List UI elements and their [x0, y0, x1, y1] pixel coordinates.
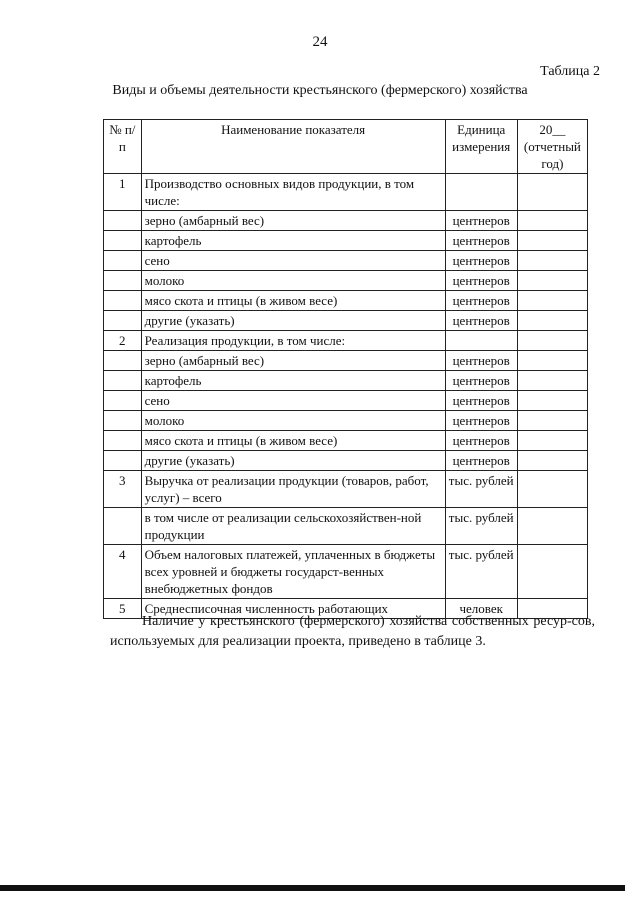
table-row	[104, 411, 588, 431]
table-row	[104, 291, 588, 311]
row-num: 2	[104, 331, 142, 351]
table-row	[104, 391, 588, 411]
row-num	[104, 351, 142, 371]
table-row	[104, 311, 588, 331]
body-paragraph	[110, 612, 595, 652]
row-value	[517, 431, 587, 451]
body-paragraph-text: Наличие у крестьянского (фермерского) хозяйства собственных ресур-сов, используемых для реализации проекта, приведено в таблице 3.	[110, 614, 595, 649]
row-num	[104, 251, 142, 271]
table-row	[104, 371, 588, 391]
row-value	[517, 251, 587, 271]
row-name: другие (указать)	[141, 451, 445, 471]
row-value	[517, 371, 587, 391]
table-row	[104, 231, 588, 251]
table-row	[104, 545, 588, 599]
table-row	[104, 271, 588, 291]
header-num: № п/п	[104, 120, 142, 174]
row-num	[104, 451, 142, 471]
row-value	[517, 311, 587, 331]
header-value: 20__ (отчетный год)	[517, 120, 587, 174]
row-name: сено	[141, 391, 445, 411]
table-row	[104, 351, 588, 371]
row-value	[517, 391, 587, 411]
row-name: картофель	[141, 371, 445, 391]
row-name: мясо скота и птицы (в живом весе)	[141, 291, 445, 311]
table-caption: Таблица 2	[540, 64, 600, 79]
row-name: Среднесписочная численность работающих	[141, 599, 445, 619]
row-name: в том числе от реализации сельскохозяйствен-ной продукции	[141, 508, 445, 545]
row-num	[104, 231, 142, 251]
row-unit: центнеров	[445, 411, 517, 431]
header-name: Наименование показателя	[141, 120, 445, 174]
row-unit	[445, 331, 517, 351]
row-name: другие (указать)	[141, 311, 445, 331]
row-value	[517, 271, 587, 291]
scan-bottom-border	[0, 885, 625, 891]
table-row	[104, 431, 588, 451]
row-name: зерно (амбарный вес)	[141, 351, 445, 371]
row-unit: тыс. рублей	[445, 508, 517, 545]
row-unit: центнеров	[445, 251, 517, 271]
table-row	[104, 451, 588, 471]
row-num: 3	[104, 471, 142, 508]
row-value	[517, 231, 587, 251]
row-num: 1	[104, 174, 142, 211]
activity-table	[103, 119, 588, 619]
row-unit: центнеров	[445, 271, 517, 291]
row-value	[517, 174, 587, 211]
page-number: 24	[312, 34, 328, 50]
row-name: Реализация продукции, в том числе:	[141, 331, 445, 351]
row-unit: центнеров	[445, 351, 517, 371]
row-num	[104, 291, 142, 311]
table-row	[104, 251, 588, 271]
row-unit: центнеров	[445, 311, 517, 331]
row-value	[517, 411, 587, 431]
table-row	[104, 508, 588, 545]
row-unit: тыс. рублей	[445, 545, 517, 599]
row-num	[104, 431, 142, 451]
row-value	[517, 211, 587, 231]
row-name: картофель	[141, 231, 445, 251]
row-num	[104, 411, 142, 431]
row-unit: центнеров	[445, 431, 517, 451]
row-name: Выручка от реализации продукции (товаров, работ, услуг) – всего	[141, 471, 445, 508]
row-name: Объем налоговых платежей, уплаченных в бюджеты всех уровней и бюджеты государст-венных внебюджетных фондов	[141, 545, 445, 599]
row-name: молоко	[141, 411, 445, 431]
row-num: 4	[104, 545, 142, 599]
row-unit: человек	[445, 599, 517, 619]
row-unit: тыс. рублей	[445, 471, 517, 508]
table-row	[104, 471, 588, 508]
row-value	[517, 471, 587, 508]
row-unit	[445, 174, 517, 211]
row-num: 5	[104, 599, 142, 619]
row-value	[517, 331, 587, 351]
row-num	[104, 271, 142, 291]
row-value	[517, 451, 587, 471]
row-name: сено	[141, 251, 445, 271]
row-value	[517, 291, 587, 311]
header-unit: Единица измерения	[445, 120, 517, 174]
row-unit: центнеров	[445, 211, 517, 231]
row-unit: центнеров	[445, 231, 517, 251]
row-value	[517, 508, 587, 545]
row-num	[104, 508, 142, 545]
table-row	[104, 211, 588, 231]
row-name: зерно (амбарный вес)	[141, 211, 445, 231]
table-row	[104, 331, 588, 351]
row-name: Производство основных видов продукции, в том числе:	[141, 174, 445, 211]
row-unit: центнеров	[445, 291, 517, 311]
table-header-row	[104, 120, 588, 174]
table-row	[104, 174, 588, 211]
row-name: мясо скота и птицы (в живом весе)	[141, 431, 445, 451]
row-num	[104, 391, 142, 411]
row-value	[517, 545, 587, 599]
row-unit: центнеров	[445, 451, 517, 471]
row-num	[104, 211, 142, 231]
row-name: молоко	[141, 271, 445, 291]
row-unit: центнеров	[445, 391, 517, 411]
row-num	[104, 371, 142, 391]
row-unit: центнеров	[445, 371, 517, 391]
table-title: Виды и объемы деятельности крестьянского (фермерского) хозяйства	[112, 83, 528, 98]
row-value	[517, 351, 587, 371]
row-num	[104, 311, 142, 331]
